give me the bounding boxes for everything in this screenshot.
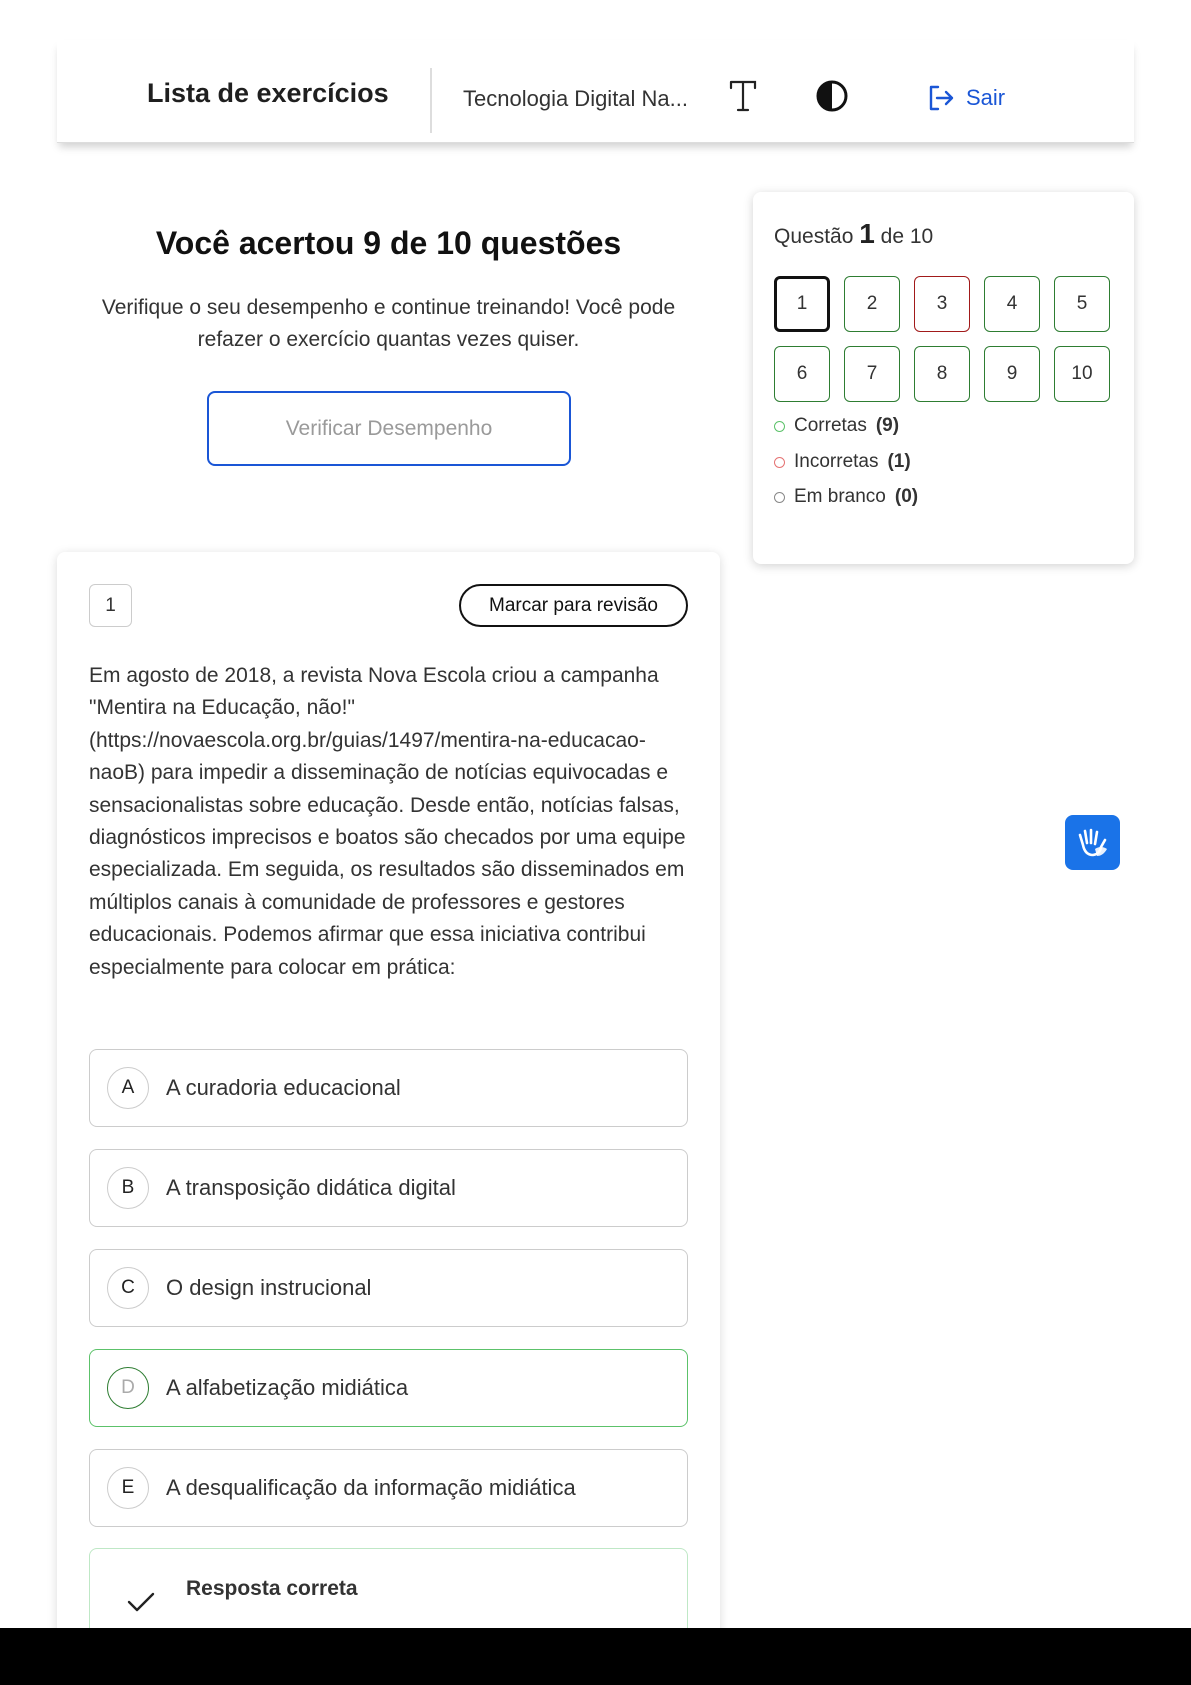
legend-incorrect: [774, 451, 911, 473]
question-indicator-suffix: de 10: [880, 225, 934, 248]
result-description: Verifique o seu desempenho e continue treinando! Você pode refazer o exercício quantas vezes quiser.: [101, 296, 676, 351]
option-letter: C: [107, 1267, 149, 1309]
logout-label: Sair: [966, 85, 1006, 110]
legend-incorrect-count: (1): [887, 451, 911, 472]
question-number-badge: 1: [89, 584, 132, 627]
legend-blank-count: (0): [894, 486, 919, 507]
verify-performance-button[interactable]: Verificar Desempenho: [207, 391, 571, 466]
question-statement: Em agosto de 2018, a revista Nova Escola criou a campanha "Mentira na Educação, não!" (https://novaescola.org.br/guias/1497/mentira-na-educacao-naoB) para impedir a disseminação de notícias equivocadas e sensacionalistas sobre educação. Desde então, notícias falsas, diagnósticos imprecisos e boatos são checados por uma equipe especializada. Em seguida, os resultados são disseminados em múltiplos canais à comunidade de professores e gestores educacionais. Podemos afirmar que essa iniciativa contribui especialmente para colocar em prática:: [89, 664, 686, 979]
text-size-icon[interactable]: [725, 76, 761, 116]
current-question-number: 1: [859, 218, 875, 249]
result-title: Você acertou 9 de 10 questões: [155, 225, 622, 261]
question-navigator: [753, 192, 1134, 564]
question-indicator-prefix: Questão: [774, 225, 854, 248]
question-nav-button-9[interactable]: 9: [984, 346, 1040, 402]
question-nav-button-3[interactable]: 3: [914, 276, 970, 332]
course-name[interactable]: Tecnologia Digital Na...: [463, 86, 689, 111]
question-indicator: [774, 218, 933, 250]
incorrect-dot-icon: [774, 457, 785, 468]
option-b[interactable]: [89, 1149, 688, 1227]
option-letter: A: [107, 1067, 149, 1109]
feedback-title: Resposta correta: [186, 1577, 358, 1600]
question-nav-button-6[interactable]: 6: [774, 346, 830, 402]
header-divider: [430, 68, 432, 133]
question-nav-button-2[interactable]: 2: [844, 276, 900, 332]
option-text: A transposição didática digital: [166, 1175, 456, 1200]
question-nav-button-4[interactable]: 4: [984, 276, 1040, 332]
option-letter: B: [107, 1167, 149, 1209]
question-nav-button-7[interactable]: 7: [844, 346, 900, 402]
option-text: A desqualificação da informação midiática: [166, 1475, 576, 1500]
question-nav-button-5[interactable]: 5: [1054, 276, 1110, 332]
option-c[interactable]: [89, 1249, 688, 1327]
question-card: [57, 552, 720, 1628]
question-nav-button-10[interactable]: 10: [1054, 346, 1110, 402]
option-letter: E: [107, 1467, 149, 1509]
feedback-box: [89, 1548, 688, 1628]
legend-correct-count: (9): [875, 415, 900, 436]
option-d[interactable]: [89, 1349, 688, 1427]
check-icon: [126, 1587, 156, 1617]
sign-language-icon[interactable]: [1065, 815, 1120, 870]
app-title: Lista de exercícios: [147, 78, 389, 108]
option-text: A curadoria educacional: [166, 1075, 401, 1100]
logout-button[interactable]: [926, 82, 1005, 114]
question-nav-button-1[interactable]: 1: [774, 276, 830, 332]
legend-blank: [774, 486, 918, 508]
top-header: [57, 40, 1134, 143]
question-nav-button-8[interactable]: 8: [914, 346, 970, 402]
option-text: A alfabetização midiática: [166, 1375, 409, 1400]
option-letter: D: [107, 1367, 149, 1409]
option-a[interactable]: [89, 1049, 688, 1127]
correct-dot-icon: [774, 421, 785, 432]
option-text: O design instrucional: [166, 1275, 372, 1300]
logout-icon: [926, 83, 956, 113]
blank-dot-icon: [774, 492, 785, 503]
mark-for-review-button[interactable]: Marcar para revisão: [459, 584, 688, 627]
option-e[interactable]: [89, 1449, 688, 1527]
legend-incorrect-label: Incorretas: [794, 451, 879, 472]
contrast-icon[interactable]: [814, 78, 850, 114]
legend-blank-label: Em branco: [794, 486, 886, 507]
legend-correct-label: Corretas: [794, 415, 867, 436]
legend-correct: [774, 415, 899, 437]
